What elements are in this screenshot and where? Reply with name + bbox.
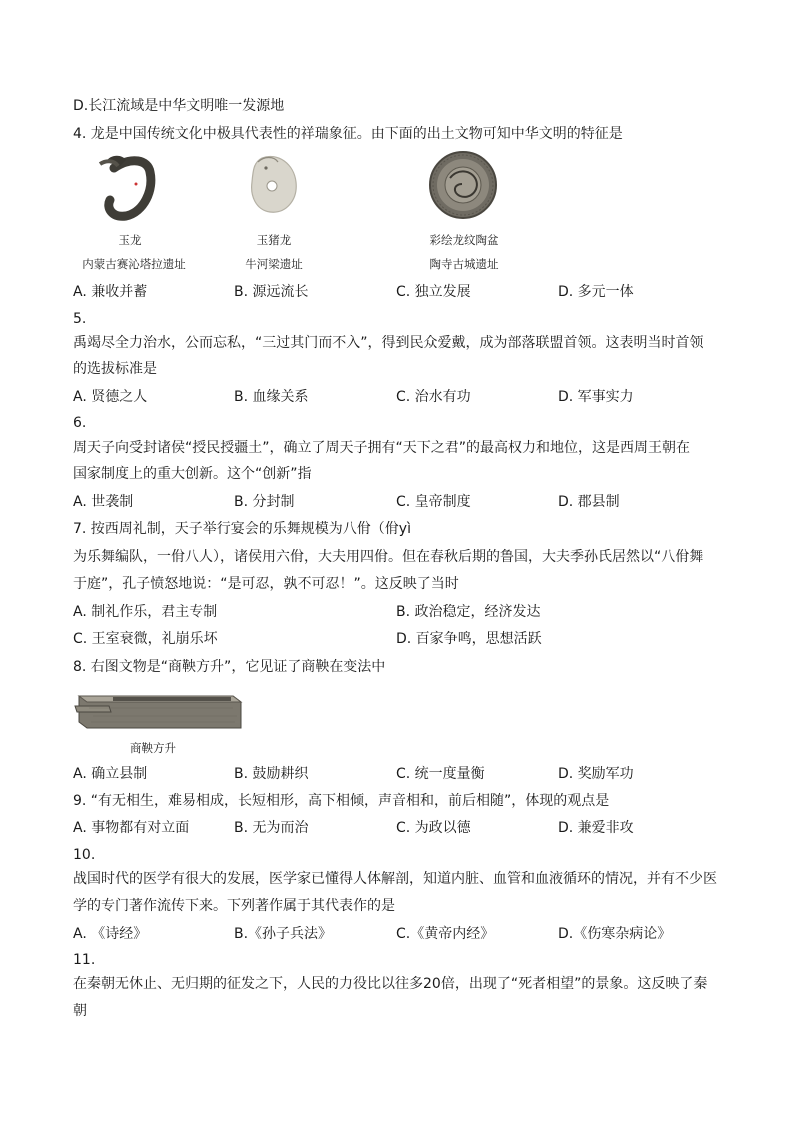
q5-option-c: C. 治水有功 — [396, 389, 471, 405]
q6-option-c: C. 皇帝制度 — [396, 494, 471, 510]
q6-option-a: A. 世袭制 — [73, 494, 134, 510]
q5-option-a: A. 贤德之人 — [73, 389, 148, 405]
jade-dragon-image — [92, 150, 172, 226]
q4-stem: 4. 龙是中国传统文化中极具代表性的祥瑞象征。由下面的出土文物可知中华文明的特征是 — [73, 126, 623, 142]
q10-option-b: B.《孙子兵法》 — [234, 926, 333, 942]
q8-option-a: A. 确立县制 — [73, 766, 148, 782]
q6-option-d: D. 郡县制 — [558, 494, 620, 510]
q8-option-b: B. 鼓励耕织 — [234, 766, 309, 782]
q4-option-b: B. 源远流长 — [234, 284, 309, 300]
q10-option-a: A. 《诗经》 — [73, 926, 148, 942]
q10-option-c: C.《黄帝内经》 — [396, 926, 495, 942]
jade-pig-dragon-name: 玉猪龙 — [256, 233, 292, 247]
q5-stem-line-1: 禹竭尽全力治水，公而忘私，“三过其门而不入”，得到民众爱戴，成为部落联盟首领。这表明当时首领 — [73, 335, 704, 351]
q7-option-b: B. 政治稳定，经济发达 — [396, 604, 541, 620]
q6-stem-line-1: 周天子向受封诸侯“授民授疆土”，确立了周天子拥有“天下之君”的最高权力和地位，这是西周王朝在 — [73, 440, 691, 456]
q11-stem-line-2: 朝 — [73, 1003, 87, 1019]
q6-number: 6. — [73, 415, 87, 431]
q3-option-d: D.长江流域是中华文明唯一发源地 — [73, 98, 285, 114]
shang-yang-measure-image — [73, 688, 245, 734]
q5-number: 5. — [73, 311, 87, 327]
jade-dragon-site-label: 内蒙古赛沁塔拉遗址 — [82, 257, 186, 271]
q8-stem: 8. 右图文物是“商鞅方升”，它见证了商鞅在变法中 — [73, 659, 386, 675]
q9-option-b: B. 无为而治 — [234, 820, 309, 836]
q7-stem-line-1: 7. 按西周礼制，天子举行宴会的乐舞规模为八佾（佾yì — [73, 521, 411, 537]
q7-option-c: C. 王室衰微，礼崩乐坏 — [73, 631, 218, 647]
q11-stem-line-1: 在秦朝无休止、无归期的征发之下，人民的力役比以往多20倍，出现了“死者相望”的景象。这反映了秦 — [73, 976, 708, 992]
q10-stem-line-1: 战国时代的医学有很大的发展，医学家已懂得人体解剖，知道内脏、血管和血液循环的情况，并有不少医 — [73, 871, 717, 887]
q11-number: 11. — [73, 952, 96, 968]
painted-dragon-basin-site: 陶寺古城遗址 — [429, 257, 499, 271]
q7-stem-line-2: 为乐舞编队，一佾八人），诸侯用六佾，大夫用四佾。但在春秋后期的鲁国，大夫季孙氏居然以“八佾舞 — [73, 549, 704, 565]
q4-option-c: C. 独立发展 — [396, 284, 471, 300]
q9-stem: 9. “有无相生，难易相成，长短相形，高下相倾，声音相和，前后相随”，体现的观点是 — [73, 793, 610, 809]
q8-option-c: C. 统一度量衡 — [396, 766, 485, 782]
q10-number: 10. — [73, 847, 96, 863]
q5-option-d: D. 军事实力 — [558, 389, 634, 405]
q9-option-d: D. 兼爱非攻 — [558, 820, 634, 836]
q7-option-a: A. 制礼作乐，君主专制 — [73, 604, 218, 620]
q4-option-d: D. 多元一体 — [558, 284, 634, 300]
q5-option-b: B. 血缘关系 — [234, 389, 309, 405]
jade-pig-dragon-site: 牛河梁遗址 — [245, 257, 303, 271]
q10-option-d: D.《伤寒杂病论》 — [558, 926, 672, 942]
q6-stem-line-2: 国家制度上的重大创新。这个“创新”指 — [73, 466, 312, 482]
q7-stem-line-3: 于庭”，孔子愤怒地说：“是可忍，孰不可忍！”。这反映了当时 — [73, 576, 459, 592]
q5-stem-line-2: 的选拔标准是 — [73, 361, 157, 377]
painted-dragon-basin-name: 彩绘龙纹陶盆 — [429, 233, 499, 247]
q4-option-a: A. 兼收并蓄 — [73, 284, 148, 300]
q10-stem-line-2: 学的专门著作流传下来。下列著作属于其代表作的是 — [73, 898, 395, 914]
jade-pig-dragon-image — [244, 150, 304, 220]
painted-dragon-basin-image — [428, 150, 498, 220]
q6-option-b: B. 分封制 — [234, 494, 295, 510]
q9-option-c: C. 为政以德 — [396, 820, 471, 836]
shang-yang-measure-caption: 商鞅方升 — [130, 741, 176, 755]
q8-option-d: D. 奖励军功 — [558, 766, 634, 782]
q9-option-a: A. 事物都有对立面 — [73, 820, 190, 836]
q7-option-d: D. 百家争鸣，思想活跃 — [396, 631, 542, 647]
jade-dragon-name: 玉龙 — [118, 233, 142, 247]
